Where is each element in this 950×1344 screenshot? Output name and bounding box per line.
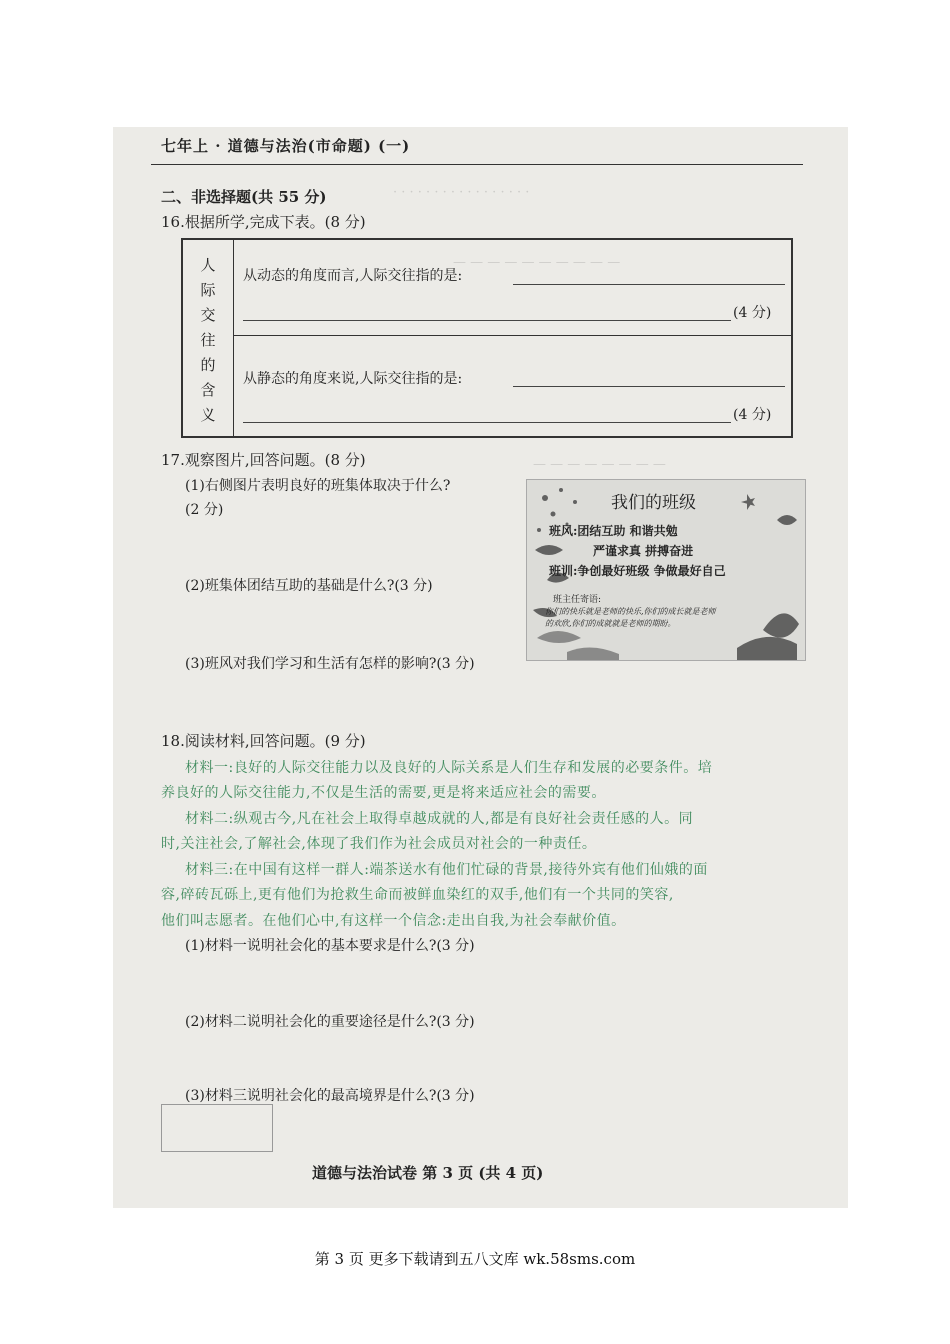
bleed-through-text: · · · · · · · · · · · · · · · · · (393, 185, 530, 200)
q16-dynamic-text: 从动态的角度而言,人际交往指的是: (243, 268, 463, 284)
q18-material1-line1: 材料一:良好的人际交往能力以及良好的人际关系是人们生存和发展的必要条件。培 (185, 760, 713, 776)
q16-prompt: 16.根据所学,完成下表。(8 分) (161, 213, 366, 231)
q18-material3-line1: 材料三:在中国有这样一群人:端茶送水有他们忙碌的背景,接待外宾有他们仙娥的面 (185, 862, 708, 878)
answer-line (243, 422, 731, 423)
q18-sub2: (2)材料二说明社会化的重要途径是什么?(3 分) (185, 1014, 475, 1030)
row-header-char: 交 (200, 306, 216, 324)
poster-title: 我们的班级 (611, 493, 696, 513)
q17-sub3: (3)班风对我们学习和生活有怎样的影响?(3 分) (185, 656, 475, 672)
header-divider (151, 164, 803, 165)
class-poster-image (526, 479, 806, 661)
q18-material2-line1: 材料二:纵观古今,凡在社会上取得卓越成就的人,都是有良好社会责任感的人。同 (185, 811, 694, 827)
poster-line3: 班训:争创最好班级 争做最好自己 (549, 564, 726, 578)
q18-sub3: (3)材料三说明社会化的最高境界是什么?(3 分) (185, 1088, 475, 1104)
row-header-char: 人 (200, 256, 216, 274)
poster-line1: 班风:团结互助 和谐共勉 (549, 524, 678, 538)
exam-footer: 道德与法治试卷 第 3 页 (共 4 页) (312, 1164, 544, 1182)
exam-header-title: 七年上 · 道德与法治(市命题) (一) (161, 137, 411, 155)
q16-row-divider (234, 335, 791, 336)
bleed-through-text: — — — — — — — — (533, 457, 666, 472)
row-header-char: 际 (200, 281, 216, 299)
q18-sub1: (1)材料一说明社会化的基本要求是什么?(3 分) (185, 938, 475, 954)
q18-material1-line2: 养良好的人际交往能力,不仅是生活的需要,更是将来适应社会的需要。 (161, 785, 606, 801)
exam-page-scan (113, 127, 848, 1208)
q18-material2-line2: 时,关注社会,了解社会,体现了我们作为社会成员对社会的一种责任。 (161, 836, 597, 852)
q16-static-text: 从静态的角度来说,人际交往指的是: (243, 371, 463, 387)
q16-row-header (183, 240, 234, 436)
q16-table (181, 238, 793, 438)
page-caption: 第 3 页 更多下载请到五八文库 wk.58sms.com (314, 1250, 636, 1268)
answer-line (513, 284, 785, 285)
bleed-through-text: — — — — — — — — — — (453, 255, 621, 270)
poster-line2: 严谨求真 拼搏奋进 (593, 544, 694, 558)
row-header-char: 义 (200, 406, 216, 424)
faded-stamp-box (161, 1104, 273, 1152)
q16-static-score: (4 分) (733, 407, 772, 423)
row-header-char: 往 (200, 331, 216, 349)
section-heading: 二、非选择题(共 55 分) (161, 188, 327, 206)
q18-material3-line2: 容,碎砖瓦砾上,更有他们为抢救生命而被鲜血染红的双手,他们有一个共同的笑容, (161, 887, 674, 903)
row-header-char: 含 (200, 381, 216, 399)
row-header-char: 的 (200, 356, 216, 374)
q17-sub1: (1)右侧图片表明良好的班集体取决于什么? (185, 478, 451, 494)
poster-teacher-label: 班主任寄语: (553, 595, 602, 605)
q16-dynamic-score: (4 分) (733, 305, 772, 321)
q17-prompt: 17.观察图片,回答问题。(8 分) (161, 451, 366, 469)
q17-sub2: (2)班集体团结互助的基础是什么?(3 分) (185, 578, 433, 594)
q18-prompt: 18.阅读材料,回答问题。(9 分) (161, 732, 366, 750)
answer-line (513, 386, 785, 387)
poster-teacher-msg2: 的欢欣,你们的成就就是老师的期盼。 (545, 619, 676, 628)
answer-line (243, 320, 731, 321)
poster-teacher-msg1: 你们的快乐就是老师的快乐,你们的成长就是老师 (545, 607, 716, 616)
q18-material3-line3: 他们叫志愿者。在他们心中,有这样一个信念:走出自我,为社会奉献价值。 (161, 913, 626, 929)
q17-sub1-score: (2 分) (185, 502, 224, 518)
